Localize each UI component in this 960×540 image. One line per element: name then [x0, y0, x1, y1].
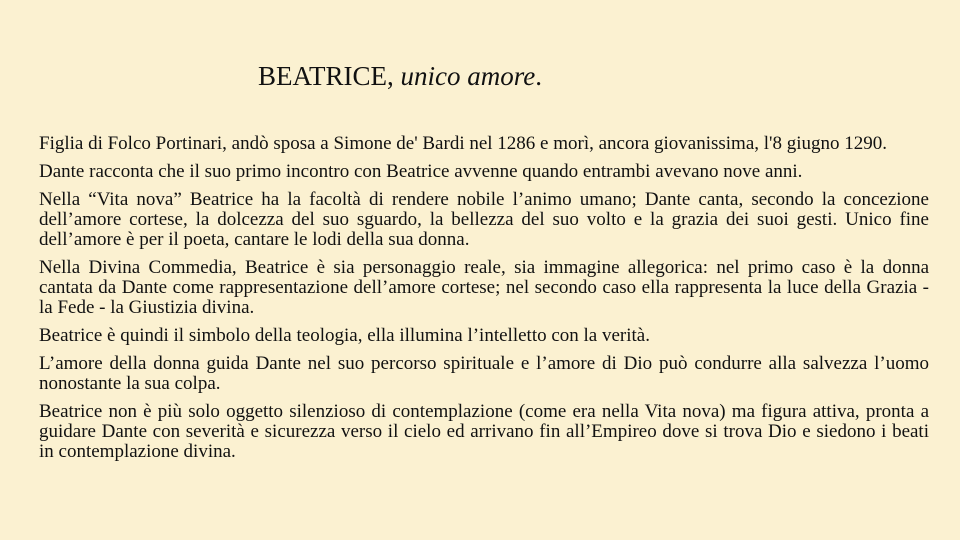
slide-title [258, 58, 542, 94]
paragraph-7: Beatrice non è più solo oggetto silenzioso di contemplazione (come era nella Vita nova) ma figura attiva, pronta a guidare Dante con severità e sicurezza verso il cielo ed arrivano fin all’Empireo dove si trova Dio e siedono i beati in contemplazione divina. [39, 401, 929, 462]
paragraph-1: Figlia di Folco Portinari, andò sposa a Simone de' Bardi nel 1286 e morì, ancora giovanissima, l'8 giugno 1290. [39, 133, 888, 154]
paragraph-2: Dante racconta che il suo primo incontro con Beatrice avvenne quando entrambi avevano nove anni. [39, 161, 803, 182]
title-main: BEATRICE, [258, 61, 394, 91]
paragraph-3: Nella “Vita nova” Beatrice ha la facoltà di rendere nobile l’animo umano; Dante canta, secondo la concezione dell’amore cortese, la dolcezza del suo sguardo, la bellezza del suo volto e la grazia dei suoi gesti. Unico fine dell’amore è per il poeta, cantare le lodi della sua donna. [39, 189, 929, 250]
paragraph-4: Nella Divina Commedia, Beatrice è sia personaggio reale, sia immagine allegorica: nel primo caso è la donna cantata da Dante come rappresentazione dell’amore cortese; nel secondo caso ella rappresenta la luce della Grazia - la Fede - la Giustizia divina. [39, 257, 929, 318]
paragraph-6: L’amore della donna guida Dante nel suo percorso spirituale e l’amore di Dio può condurre alla salvezza l’uomo nonostante la sua colpa. [39, 353, 929, 394]
paragraph-5: Beatrice è quindi il simbolo della teologia, ella illumina l’intelletto con la verità. [39, 325, 650, 346]
slide-body [39, 134, 929, 470]
title-italic: unico amore [400, 61, 536, 91]
title-end: . [535, 61, 542, 91]
